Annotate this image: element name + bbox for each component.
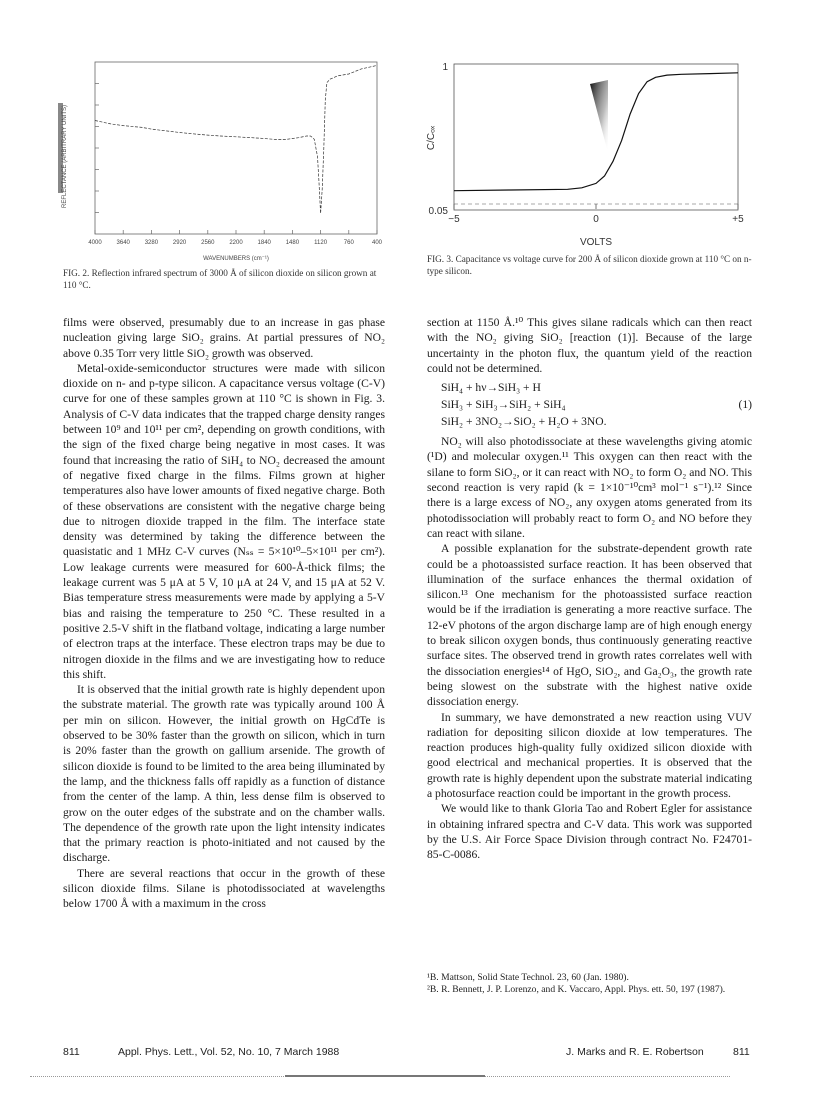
- figure-2-xtick-label: 2200: [229, 240, 243, 246]
- figure-2-axes: [95, 62, 377, 234]
- figure-2-ylabel: REFLECTANCE (ARBITRARY UNITS): [62, 104, 68, 208]
- figure-2-xtick-label: 3280: [144, 240, 159, 246]
- left-paragraph-2: Metal-oxide-semiconductor structures were made with silicon dioxide on n- and p-type silicon. A capacitance versus voltage (C-V) curve for one of these samples grown at 110 °C is shown in Fig. 3. Analysis of C-V data indicates that the trapped charge density ranges between 10⁹ and 10¹¹ per cm², depending on growth conditions, with the sign of the fixed charge being negative in most cases. It was found that increasing the ratio of SiH₄ to NO₂ decreased the amount of negative fixed charge in the films. Films grown at higher temperatures also have lower amounts of fixed negative charge. Both of these observations are consistent with the negative charge being due to nitrogen dioxide trapped in the film. The interface state density was determined by taking the difference between the quasistatic and 1 MHz C-V curves (Nₛₛ = 5×10¹⁰–5×10¹¹ per cm²). Low leakage currents were measured for 600-Å-thick films; the leakage current was 5 μA at 5 V, 10 μA at 24 V, and 15 μA at 52 V. Bias temperature stress measurements were made by applying a 5-V bias and raising the temperature to 250 °C. These resulted in a positive 2.5-V shift in the flatband voltage, indicating a large number of electron traps at the interface. These electron traps may be due to nitrogen dioxide in the films and we are investigating how to reduce this shift.: [63, 361, 385, 681]
- figure-3-shading: [590, 80, 608, 153]
- equation-2: SiH₃ + SiH₃→SiH₂ + SiH₄: [441, 398, 566, 412]
- footer-page-right: 811: [733, 1046, 750, 1058]
- footnote-2: ²B. R. Bennett, J. P. Lorenzo, and K. Vaccaro, Appl. Phys. ett. 50, 197 (1987).: [427, 984, 726, 995]
- equation-block: [427, 379, 752, 430]
- figure-3-xtick-label: −5: [448, 214, 460, 225]
- equation-3: SiH₂ + 3NO₂→SiO₂ + H₂O + 3NO.: [441, 415, 607, 429]
- figure-3-ytick-bottom: 0.05: [428, 206, 448, 217]
- right-paragraph-4: In summary, we have demonstrated a new reaction using VUV radiation for depositing silicon dioxide at low temperatures. The reaction produces high-quality fully oxidized silicon dioxide with good electrical and mechanical properties. It is observed that the growth rate is highly dependent upon the substrate material indicating a photosurface reaction could be important in the growth process.: [427, 710, 752, 801]
- figure-3-x-ticks: [448, 204, 744, 225]
- figure-2-caption: FIG. 2. Reflection infrared spectrum of 3000 Å of silicon dioxide on silicon grown at 110 °C.: [63, 268, 377, 290]
- figure-2-xtick-label: 1480: [285, 240, 300, 246]
- footnote-1: ¹B. Mattson, Solid State Technol. 23, 60 (Jan. 1980).: [427, 972, 629, 983]
- left-column: [63, 315, 385, 912]
- equation-1: SiH₄ + hν→SiH₃ + H: [441, 381, 541, 395]
- left-paragraph-3: It is observed that the initial growth rate is highly dependent upon the substrate material. The growth rate was typically around 100 Å per min on silicon. However, the initial growth on HgCdTe is observed to be 30% faster than the growth on silicon, which in turn is 20% faster than the growth on gallium arsenide. The growth of silicon dioxide is found to be limited to the area being illuminated by the lamp, and the thickness falls off rapidly as a function of distance from the center of the lamp. A thin, less dense film is observed to grow on the outer edges of the substrate and on the chamber walls. The dependence of the growth rate upon the light intensity indicates that the primary reaction is photo-initiated and not caused by the discharge.: [63, 683, 385, 865]
- figure-2-xtick-label: 760: [343, 240, 354, 246]
- footnotes: [427, 972, 752, 996]
- right-paragraph-2: NO₂ will also photodissociate at these wavelengths giving atomic (¹D) and molecular oxygen.¹¹ This oxygen can then react with the silane to form SiO₂, or it can react with NO₂ to form O₂ and NO. This second reaction is very rapid (k = 1×10⁻¹⁰cm³ mol⁻¹ s⁻¹).¹² Since there is a large excess of NO₂, any oxygen atoms generated from its photodissociation will probably react to form O₂ and NO before they can react with silane.: [427, 435, 752, 540]
- figure-2-xtick-label: 1120: [314, 240, 328, 246]
- figure-2-chart: [55, 58, 385, 268]
- figure-2-xtick-label: 4000: [88, 240, 102, 246]
- equation-number: (1): [738, 398, 752, 412]
- figure-2-xtick-label: 2920: [172, 240, 187, 246]
- figure-2-xtick-label: 400: [371, 240, 383, 246]
- figure-3-xtick-label: 0: [593, 214, 599, 225]
- figure-2-x-ticks: [88, 230, 382, 246]
- figure-2-y-ticks: [95, 84, 99, 213]
- left-paragraph-4: There are several reactions that occur in the growth of these silicon dioxide films. Silane is photodissociated at wavelengths below 1700 Å with a maximum in the cross: [63, 866, 385, 911]
- right-paragraph-5: We would like to thank Gloria Tao and Robert Egler for assistance in obtaining infrared spectra and C-V data. This work was supported by the U.S. Air Force Space Division through contract No. F24701-85-C-0086.: [427, 802, 752, 862]
- right-paragraph-1: section at 1150 Å.¹⁰ This gives silane radicals which can then react with the NO₂ giving SiO₂ [reaction (1)]. Because of the large uncertainty in the photon flux, the quantum yield of the reaction could not be determined.: [427, 316, 752, 375]
- figure-2-xtick-label: 1840: [257, 240, 271, 246]
- figure-3-ytick-top: 1: [442, 62, 448, 73]
- figure-2-xtick-label: 2560: [201, 240, 215, 246]
- footer-authors: J. Marks and R. E. Robertson: [566, 1046, 704, 1058]
- figure-2-xtick-label: 3640: [116, 240, 130, 246]
- right-paragraph-3: A possible explanation for the substrate-dependent growth rate could be a photoassisted surface reaction. It has been observed that illumination of the surface enhances the thermal oxidation of silicon.¹³ One mechanism for the photoassisted surface reaction would be if the irradiation is generating a more reactive surface. The 12-eV photons of the argon discharge lamp are of high enough energy to break silicon oxygen bonds, thus continuously generating reactive surface sites. The observed trend in growth rates correlates well with the dissociation energies¹⁴ of HgO, SiO₂, and Ga₂O₃, the growth rate being slowest on the substrate with the highest native oxide dissociation energy.: [427, 542, 752, 709]
- bottom-scan-rule-dark: [285, 1075, 485, 1077]
- figure-3-chart: [418, 58, 763, 253]
- figure-2-spectrum-line: [95, 65, 377, 213]
- figure-2-xlabel: WAVENUMBERS (cm⁻¹): [203, 256, 269, 262]
- right-column: [427, 315, 752, 863]
- figure-3-ylabel: C/Cₒₓ: [426, 125, 437, 151]
- figure-3-xlabel: VOLTS: [579, 237, 613, 248]
- footer-page-left: 811: [63, 1046, 80, 1058]
- footer-journal: Appl. Phys. Lett., Vol. 52, No. 10, 7 March 1988: [118, 1046, 340, 1058]
- figure-3-xtick-label: +5: [732, 214, 744, 225]
- figure-3-caption: FIG. 3. Capacitance vs voltage curve for 200 Å of silicon dioxide grown at 110 °C on n-type silicon.: [427, 254, 752, 276]
- left-paragraph-1: films were observed, presumably due to an increase in gas phase nucleation giving large SiO₂ grains. At partial pressures of NO₂ above 0.35 Torr very little SiO₂ growth was observed.: [63, 316, 385, 360]
